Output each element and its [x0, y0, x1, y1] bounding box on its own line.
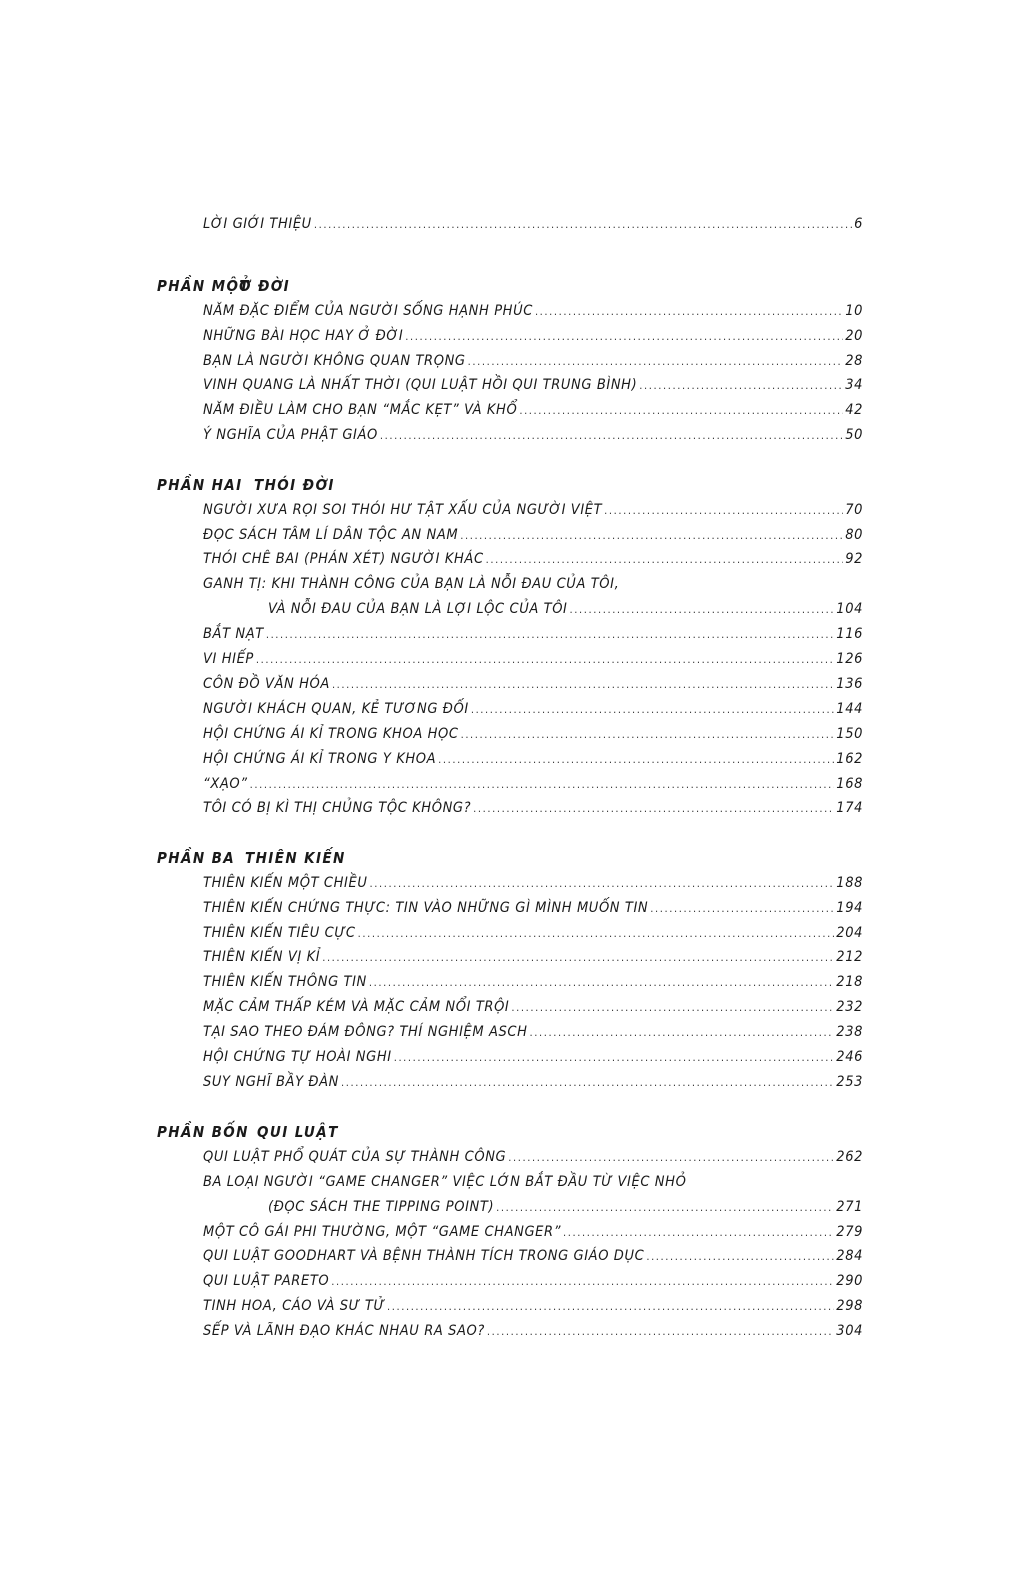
- dot-leader: [535, 301, 843, 321]
- toc-entry-page: 34: [845, 377, 863, 393]
- toc-entry-title: THIÊN KIẾN THÔNG TIN: [203, 974, 367, 990]
- toc-entry-title: HỘI CHỨNG ÁI KỈ TRONG Y KHOA: [203, 751, 437, 767]
- toc-entry-page: 104: [836, 601, 863, 617]
- toc-entry[interactable]: [203, 749, 863, 769]
- toc-entry[interactable]: [203, 1047, 863, 1067]
- toc-entry-page: 162: [836, 751, 863, 767]
- dot-leader: [471, 699, 834, 719]
- part-title: THIÊN KIẾN: [245, 849, 346, 867]
- dot-leader: [639, 375, 843, 395]
- toc-entry-page: 20: [845, 328, 863, 344]
- toc-entry[interactable]: [203, 1296, 863, 1316]
- dot-leader: [314, 214, 852, 234]
- dot-leader: [380, 425, 843, 445]
- toc-entry-title: THIÊN KIẾN VỊ KỈ: [203, 949, 321, 965]
- toc-entry-title: BẮT NẠT: [203, 626, 264, 642]
- toc-entry-title-line2: VÀ NỖI ĐAU CỦA BẠN LÀ LỢI LỘC CỦA TÔI: [268, 601, 568, 617]
- toc-entry[interactable]: [203, 1022, 863, 1042]
- toc-entry-title: VINH QUANG LÀ NHẤT THỜI (QUI LUẬT HỒI QUI TRUNG BÌNH): [203, 377, 638, 393]
- toc-entry-title: HỘI CHỨNG ÁI KỈ TRONG KHOA HỌC: [203, 726, 459, 742]
- toc-entry-title: QUI LUẬT GOODHART VÀ BỆNH THÀNH TÍCH TRONG GIÁO DỤC: [203, 1248, 645, 1264]
- toc-entry-title: NĂM ĐIỀU LÀM CHO BẠN “MẮC KẸT” VÀ KHỔ: [203, 402, 518, 418]
- dot-leader: [468, 351, 844, 371]
- toc-entry-page: 42: [845, 402, 863, 418]
- toc-entry-intro[interactable]: [203, 214, 863, 234]
- dot-leader: [438, 749, 834, 769]
- dot-leader: [486, 549, 844, 569]
- toc-entry-page: 136: [836, 676, 863, 692]
- toc-entry[interactable]: [203, 1147, 863, 1167]
- dot-leader: [266, 624, 834, 644]
- dot-leader: [394, 1047, 835, 1067]
- toc-entry-page: 304: [836, 1323, 863, 1339]
- toc-entry[interactable]: [203, 947, 863, 967]
- toc-entry-title: THÓI CHÊ BAI (PHÁN XÉT) NGƯỜI KHÁC: [203, 551, 484, 567]
- toc-entry[interactable]: [203, 549, 863, 569]
- toc-entry-title: LỜI GIỚI THIỆU: [203, 216, 312, 232]
- toc-entry[interactable]: [268, 599, 863, 619]
- toc-entry-page: 188: [836, 875, 863, 891]
- dot-leader: [322, 947, 834, 967]
- toc-entry-title: QUI LUẬT PHỔ QUÁT CỦA SỰ THÀNH CÔNG: [203, 1149, 507, 1165]
- part-title: QUI LUẬT: [257, 1123, 339, 1141]
- toc-entry-title: MẶC CẢM THẤP KÉM VÀ MẶC CẢM NỔI TRỘI: [203, 999, 510, 1015]
- toc-entry-page: 290: [836, 1273, 863, 1289]
- toc-entry-title: THIÊN KIẾN TIÊU CỰC: [203, 925, 356, 941]
- part-label: PHẦN BA: [157, 849, 236, 867]
- dot-leader: [250, 774, 835, 794]
- part-heading: [157, 848, 346, 868]
- toc-entry[interactable]: [203, 624, 863, 644]
- dot-leader: [473, 798, 834, 818]
- toc-entry-page: 174: [836, 800, 863, 816]
- toc-entry[interactable]: [203, 898, 863, 918]
- dot-leader: [570, 599, 835, 619]
- part-heading: [157, 475, 335, 495]
- toc-entry[interactable]: [203, 1222, 863, 1242]
- toc-entry-page: 238: [836, 1024, 863, 1040]
- toc-entry-page: 144: [836, 701, 863, 717]
- toc-entry-page: 218: [836, 974, 863, 990]
- toc-entry[interactable]: [203, 774, 863, 794]
- toc-entry-title-line2: (ĐỌC SÁCH THE TIPPING POINT): [268, 1199, 495, 1215]
- toc-entry-page: 212: [836, 949, 863, 965]
- toc-entry[interactable]: [203, 1072, 863, 1092]
- toc-entry-page: 246: [836, 1049, 863, 1065]
- toc-entry[interactable]: [203, 798, 863, 818]
- toc-entry[interactable]: [203, 674, 863, 694]
- toc-entry-page: 116: [836, 626, 863, 642]
- toc-entry[interactable]: [203, 525, 863, 545]
- dot-leader: [604, 500, 843, 520]
- toc-entry-title: NĂM ĐẶC ĐIỂM CỦA NGƯỜI SỐNG HẠNH PHÚC: [203, 303, 533, 319]
- toc-entry-page: 271: [836, 1199, 863, 1215]
- toc-entry-page: 126: [836, 651, 863, 667]
- toc-entry-page: 168: [836, 776, 863, 792]
- dot-leader: [508, 1147, 834, 1167]
- part-title: Ở ĐỜI: [239, 277, 291, 295]
- dot-leader: [460, 525, 843, 545]
- toc-entry-page: 279: [836, 1224, 863, 1240]
- dot-leader: [370, 873, 835, 893]
- toc-entry-title: CÔN ĐỒ VĂN HÓA: [203, 676, 330, 692]
- toc-entry-title: NHỮNG BÀI HỌC HAY Ở ĐỜI: [203, 328, 404, 344]
- toc-entry-page: 70: [845, 502, 863, 518]
- toc-entry-title: ĐỌC SÁCH TÂM LÍ DÂN TỘC AN NAM: [203, 527, 459, 543]
- toc-entry-page: 253: [836, 1074, 863, 1090]
- toc-entry-title: TINH HOA, CÁO VÀ SƯ TỬ: [203, 1298, 385, 1314]
- toc-entry[interactable]: [203, 1246, 863, 1266]
- toc-entry-page: 262: [836, 1149, 863, 1165]
- toc-entry[interactable]: [203, 326, 863, 346]
- dot-leader: [496, 1197, 834, 1217]
- toc-entry-title: QUI LUẬT PARETO: [203, 1273, 330, 1289]
- dot-leader: [563, 1222, 834, 1242]
- toc-entry-page: 6: [854, 216, 863, 232]
- toc-entry[interactable]: [203, 972, 863, 992]
- dot-leader: [511, 997, 834, 1017]
- toc-entry-page: 232: [836, 999, 863, 1015]
- dot-leader: [332, 674, 834, 694]
- toc-entry[interactable]: [203, 301, 863, 321]
- dot-leader: [387, 1296, 834, 1316]
- dot-leader: [331, 1271, 834, 1291]
- dot-leader: [487, 1321, 834, 1341]
- toc-entry-title: TẠI SAO THEO ĐÁM ĐÔNG? THÍ NGHIỆM ASCH: [203, 1024, 528, 1040]
- toc-entry-title: THIÊN KIẾN CHỨNG THỰC: TIN VÀO NHỮNG GÌ MÌNH MUỐN TIN: [203, 900, 649, 916]
- dot-leader: [358, 923, 835, 943]
- toc-entry[interactable]: [203, 425, 863, 445]
- toc-entry-title: SẾP VÀ LÃNH ĐẠO KHÁC NHAU RA SAO?: [203, 1323, 485, 1339]
- part-heading: [157, 276, 290, 296]
- toc-entry-title: TÔI CÓ BỊ KÌ THỊ CHỦNG TỘC KHÔNG?: [203, 800, 472, 816]
- toc-entry[interactable]: [203, 873, 863, 893]
- toc-entry[interactable]: [203, 400, 863, 420]
- toc-entry-title: VI HIẾP: [203, 651, 254, 667]
- toc-entry-page: 150: [836, 726, 863, 742]
- dot-leader: [369, 972, 834, 992]
- toc-entry[interactable]: [203, 1271, 863, 1291]
- toc-entry-title: “XẠO”: [203, 776, 248, 792]
- dot-leader: [461, 724, 835, 744]
- dot-leader: [341, 1072, 834, 1092]
- toc-entry-title: HỘI CHỨNG TỰ HOÀI NGHI: [203, 1049, 392, 1065]
- toc-entry-page: 50: [845, 427, 863, 443]
- toc-entry-page: 204: [836, 925, 863, 941]
- part-heading: [157, 1122, 339, 1142]
- toc-entry-title-line1[interactable]: BA LOẠI NGƯỜI “GAME CHANGER” VIỆC LỚN BẮT ĐẦU TỪ VIỆC NHỎ: [203, 1174, 687, 1190]
- toc-entry-page: 92: [845, 551, 863, 567]
- toc-entry-page: 10: [845, 303, 863, 319]
- toc-entry-title: NGƯỜI KHÁCH QUAN, KẺ TƯƠNG ĐỐI: [203, 701, 469, 717]
- toc-entry-title: SUY NGHĨ BẦY ĐÀN: [203, 1074, 339, 1090]
- toc-entry[interactable]: [203, 699, 863, 719]
- part-label: PHẦN MỘT: [157, 277, 250, 295]
- toc-entry-title: Ý NGHĨA CỦA PHẬT GIÁO: [203, 427, 378, 443]
- toc-entry[interactable]: [203, 997, 863, 1017]
- toc-entry-page: 28: [845, 353, 863, 369]
- toc-entry[interactable]: [203, 923, 863, 943]
- toc-entry-page: 298: [836, 1298, 863, 1314]
- dot-leader: [530, 1022, 835, 1042]
- part-label: PHẦN BỐN: [157, 1123, 249, 1141]
- toc-entry[interactable]: [203, 724, 863, 744]
- toc-entry-page: 80: [845, 527, 863, 543]
- dot-leader: [519, 400, 843, 420]
- toc-entry-title: BẠN LÀ NGƯỜI KHÔNG QUAN TRỌNG: [203, 353, 466, 369]
- dot-leader: [405, 326, 843, 346]
- toc-entry[interactable]: [203, 375, 863, 395]
- part-label: PHẦN HAI: [157, 476, 243, 494]
- toc-entry-title: MỘT CÔ GÁI PHI THƯỜNG, MỘT “GAME CHANGER”: [203, 1224, 562, 1240]
- toc-entry[interactable]: [268, 1197, 863, 1217]
- toc-entry-title: THIÊN KIẾN MỘT CHIỀU: [203, 875, 368, 891]
- toc-entry[interactable]: [203, 1321, 863, 1341]
- toc-entry[interactable]: [203, 649, 863, 669]
- dot-leader: [646, 1246, 834, 1266]
- toc-entry-title: NGƯỜI XƯA RỌI SOI THÓI HƯ TẬT XẤU CỦA NGƯỜI VIỆT: [203, 502, 603, 518]
- toc-entry-page: 284: [836, 1248, 863, 1264]
- dot-leader: [256, 649, 834, 669]
- toc-entry-page: 194: [836, 900, 863, 916]
- dot-leader: [650, 898, 834, 918]
- toc-entry[interactable]: [203, 500, 863, 520]
- part-title: THÓI ĐỜI: [254, 476, 335, 494]
- toc-entry-title-line1[interactable]: GANH TỊ: KHI THÀNH CÔNG CỦA BẠN LÀ NỖI ĐAU CỦA TÔI,: [203, 576, 620, 592]
- toc-entry[interactable]: [203, 351, 863, 371]
